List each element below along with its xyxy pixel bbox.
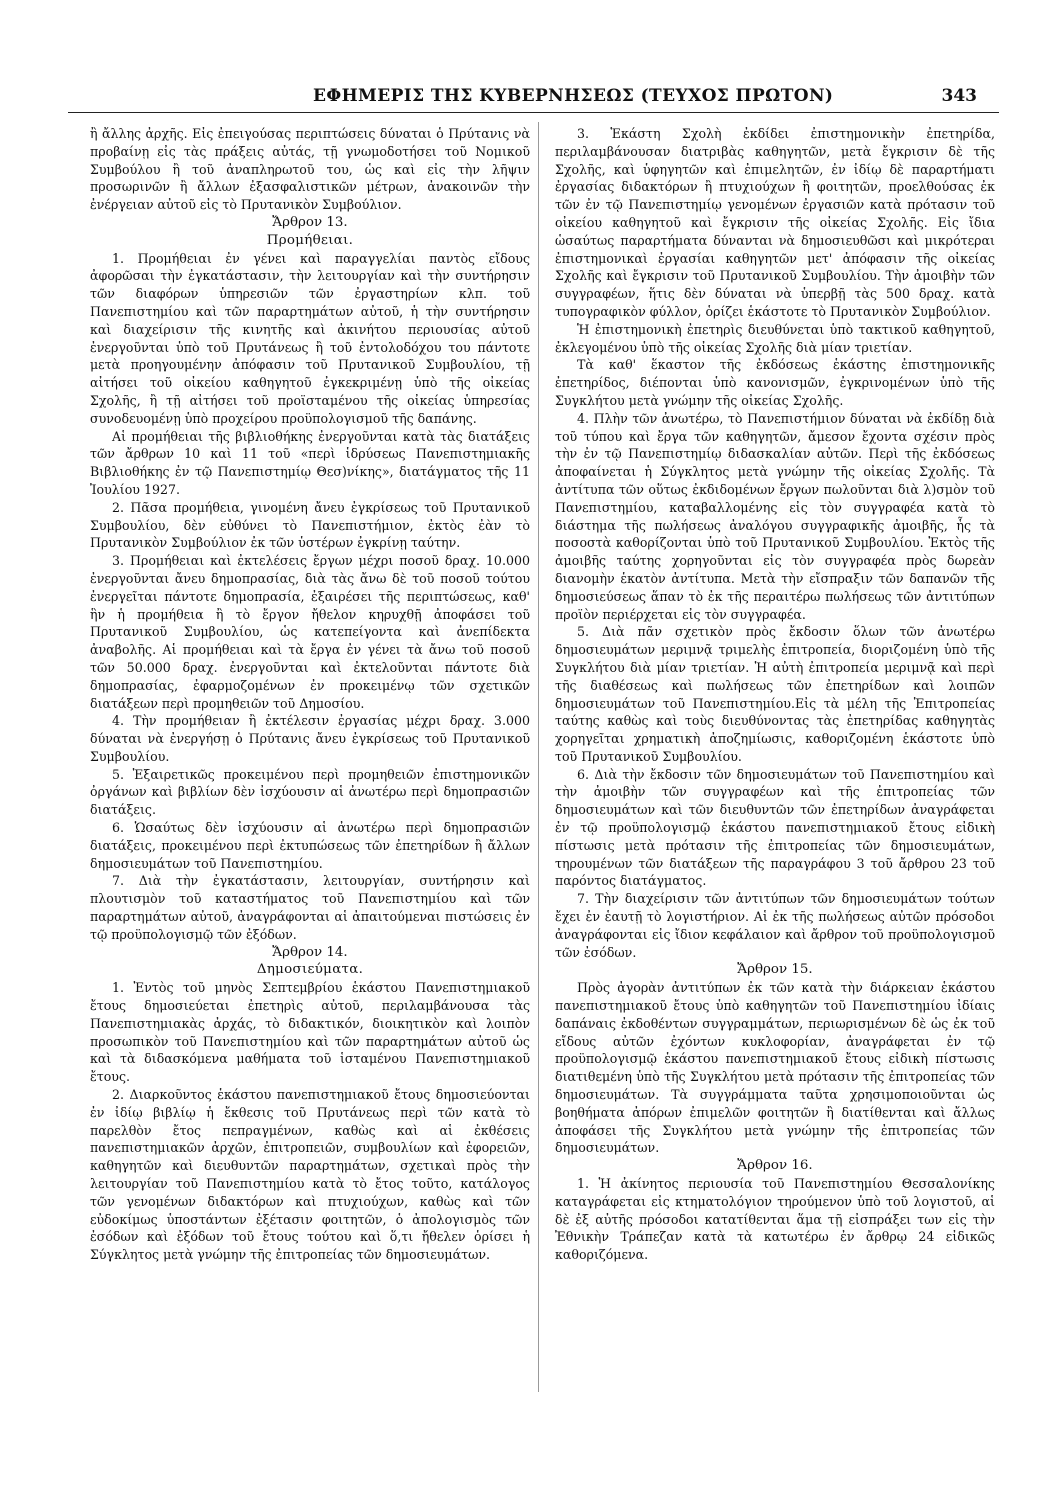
- article-heading: Ἄρθρον 16.: [737, 1158, 813, 1174]
- page-header: [68, 86, 999, 113]
- left-column: [90, 125, 530, 1264]
- article-title: Δημοσιεύματα.: [256, 962, 364, 978]
- column-divider: [538, 122, 539, 1392]
- article-heading: Ἄρθρον 13.: [272, 214, 348, 230]
- paragraph: 3. Ἑκάστη Σχολὴ ἐκδίδει ἐπιστημονικὴν ἐπετηρίδα, περιλαμβάνουσαν διατριβὰς καθηγητῶν, μετὰ ἔγκρισιν δὲ τῆς Σχολῆς, καὶ ὑφηγητῶν καὶ ἐπιμελητῶν, ἐν ἰδίῳ δὲ παραρτήματι ἐργασίας διδακτόρων ἢ πτυχιούχων ἢ φοιτητῶν, προελθούσας ἐκ τῶν ἐν τῷ Πανεπιστημίῳ γενομένων ἐργασιῶν κατὰ πρότασιν τοῦ οἰκείου καθηγητοῦ καὶ ἔγκρισιν τῆς οἰκείας Σχολῆς. Εἰς ἴδια ὡσαύτως παραρτήματα δύνανται νὰ δημοσιευθῶσι καὶ μικρότεραι ἐπιστημονικαὶ ἐργασίαι καθηγητῶν μετ' ἀπόφασιν τῆς οἰκείας Σχολῆς καὶ ἔγκρισιν τοῦ Πρυτανικοῦ Συμβουλίου. Τὴν ἀμοιβὴν τῶν συγγραφέων, ἥτις δὲν δύναται νὰ ὑπερβῇ τὰς 500 δραχ. κατὰ τυπογραφικὸν φύλλον, ὁρίζει ἑκάστοτε τὸ Πρυτανικὸν Συμβούλιον.: [555, 126, 995, 319]
- paragraph: 7. Τὴν διαχείρισιν τῶν ἀντιτύπων τῶν δημοσιευμάτων τούτων ἔχει ἐν ἑαυτῇ τὸ λογιστήριον. Αἱ ἐκ τῆς πωλήσεως αὐτῶν πρόσοδοι ἀναγράφονται εἰς ἴδιον κεφάλαιον καὶ ἄρθρον τοῦ προϋπολογισμοῦ τῶν ἐσόδων.: [555, 891, 995, 960]
- header-title: ΕΦΗΜΕΡΙΣ ΤΗΣ ΚΥΒΕΡΝΗΣΕΩΣ (ΤΕΥΧΟΣ ΠΡΩΤΟΝ): [313, 86, 834, 106]
- paragraph: 1. Προμήθειαι ἐν γένει καὶ παραγγελίαι παντὸς εἴδους ἀφορῶσαι τὴν ἐγκατάστασιν, τὴν λειτουργίαν καὶ τὴν συντήρησιν τῶν διαφόρων ὑπηρεσιῶν τῶν ἐργαστηρίων κλπ. τοῦ Πανεπιστημίου καὶ τῶν παραρτημάτων αὐτοῦ, ἡ τὴν συντήρησιν καὶ διαχείρισιν τῆς κινητῆς καὶ ἀκινήτου περιουσίας αὐτοῦ ἐνεργοῦνται ὑπὸ τοῦ Πρυτάνεως ἢ τοῦ ἐντολοδόχου του πάντοτε μετὰ προηγουμένην ἀπόφασιν τοῦ Πρυτανικοῦ Συμβουλίου, τῇ αἰτήσει τοῦ οἰκείου καθηγητοῦ ἐγκεκριμένῃ ὑπὸ τῆς οἰκείας Σχολῆς, ἢ τῇ αἰτήσει τοῦ προϊσταμένου τῆς οἰκείας ὑπηρεσίας συνοδευομένῃ ὑπὸ προχείρου προϋπολογισμοῦ τῆς δαπάνης.: [90, 250, 530, 426]
- paragraph: 6. Ὡσαύτως δὲν ἰσχύουσιν αἱ ἀνωτέρω περὶ δημοπρασιῶν διατάξεις, προκειμένου περὶ ἐκτυπώσεως τῶν ἐπετηρίδων ἢ ἄλλων δημοσιευμάτων τοῦ Πανεπιστημίου.: [90, 820, 530, 871]
- paragraph: 5. Διὰ πᾶν σχετικὸν πρὸς ἔκδοσιν ὅλων τῶν ἀνωτέρω δημοσιευμάτων μεριμνᾷ τριμελὴς ἐπιτροπεία, διοριζομένη ὑπὸ τῆς Συγκλήτου διὰ μίαν τριετίαν. Ἡ αὐτὴ ἐπιτροπεία μεριμνᾷ καὶ περὶ τῆς διαθέσεως καὶ πωλήσεως τῶν ἐπετηρίδων καὶ λοιπῶν δημοσιευμάτων τοῦ Πανεπιστημίου.Εἰς τὰ μέλη τῆς Ἐπιτροπείας ταύτης καθὼς καὶ τοὺς διευθύνοντας τὰς ἐπετηρίδας καθηγητὰς χορηγεῖται χρηματικὴ ἀποζημίωσις, καθοριζομένη ἑκάστοτε ὑπὸ τοῦ Πρυτανικοῦ Συμβουλίου.: [555, 624, 995, 764]
- paragraph: 6. Διὰ τὴν ἔκδοσιν τῶν δημοσιευμάτων τοῦ Πανεπιστημίου καὶ τὴν ἀμοιβὴν τῶν συγγραφέων καὶ τῆς ἐπιτροπείας τῶν δημοσιευμάτων καὶ τῶν διευθυντῶν τῶν ἐπετηρίδων ἀναγράφεται ἐν τῷ προϋπολογισμῷ ἑκάστου πανεπιστημιακοῦ ἔτους εἰδικὴ πίστωσις μετὰ πρότασιν τῆς ἐπιτροπείας τῶν δημοσιευμάτων, τηρουμένων τῶν διατάξεων τῆς παραγράφου 3 τοῦ ἄρθρου 23 τοῦ παρόντος διατάγματος.: [555, 766, 995, 889]
- paragraph: 5. Ἐξαιρετικῶς προκειμένου περὶ προμηθειῶν ἐπιστημονικῶν ὀργάνων καὶ βιβλίων δὲν ἰσχύουσιν αἱ ἀνωτέρω περὶ δημοπρασιῶν διατάξεις.: [90, 766, 530, 818]
- paragraph: 7. Διὰ τὴν ἐγκατάστασιν, λειτουργίαν, συντήρησιν καὶ πλουτισμὸν τοῦ καταστήματος τοῦ Πανεπιστημίου καὶ τῶν παραρτημάτων αὐτοῦ, ἀναγράφονται αἱ ἀπαιτούμεναι πιστώσεις ἐν τῷ προϋπολογισμῷ τῶν ἐξόδων.: [90, 873, 530, 942]
- paragraph: 3. Προμήθειαι καὶ ἐκτελέσεις ἔργων μέχρι ποσοῦ δραχ. 10.000 ἐνεργοῦνται ἄνευ δημοπρασίας, διὰ τὰς ἄνω δὲ τοῦ ποσοῦ τούτου ἐνεργεῖται πάντοτε δημοπρασία, ἐξαιρέσει τῆς περιπτώσεως, καθ' ἣν ἡ προμήθεια ἢ τὸ ἔργον ἤθελον κηρυχθῇ ἀποφάσει τοῦ Πρυτανικοῦ Συμβουλίου, ὡς κατεπείγοντα καὶ ἀνεπίδεκτα ἀναβολῆς. Αἱ προμήθειαι καὶ τὰ ἔργα ἐν γένει τὰ ἄνω τοῦ ποσοῦ τῶν 50.000 δραχ. ἐνεργοῦνται καὶ ἐκτελοῦνται πάντοτε διὰ δημοπρασίας, ἐφαρμοζομένων ἐν προκειμένῳ τῶν σχετικῶν διατάξεων περὶ προμηθειῶν τοῦ Δημοσίου.: [90, 553, 530, 711]
- paragraph: 2. Διαρκοῦντος ἑκάστου πανεπιστημιακοῦ ἔτους δημοσιεύονται ἐν ἰδίῳ βιβλίῳ ἡ ἔκθεσις τοῦ Πρυτάνεως περὶ τῶν κατὰ τὸ παρελθὸν ἔτος πεπραγμένων, καθὼς καὶ αἱ ἐκθέσεις πανεπιστημιακῶν ἀρχῶν, ἐπιτροπειῶν, συμβουλίων καὶ ἐφορειῶν, καθηγητῶν καὶ διευθυντῶν παραρτημάτων, σχετικαὶ πρὸς τὴν λειτουργίαν τοῦ Πανεπιστημίου κατὰ τὸ ἔτος τοῦτο, κατάλογος τῶν γενομένων διδακτόρων καὶ πτυχιούχων, καθὼς καὶ τῶν εὐδοκίμως ὑποστάντων ἐξέτασιν φοιτητῶν, ὁ ἀπολογισμὸς τῶν ἐσόδων καὶ ἐξόδων τοῦ ἔτους τούτου καὶ ὅ,τι ἤθελεν ὁρίσει ἡ Σύγκλητος μετὰ γνώμην τῆς ἐπιτροπείας τῶν δημοσιευμάτων.: [90, 1087, 530, 1263]
- paragraph: 4. Τὴν προμήθειαν ἢ ἐκτέλεσιν ἐργασίας μέχρι δραχ. 3.000 δύναται νὰ ἐνεργήσῃ ὁ Πρύτανις ἄνευ ἐγκρίσεως τοῦ Πρυτανικοῦ Συμβουλίου.: [90, 713, 530, 764]
- paragraph: ἢ ἄλλης ἀρχῆς. Εἰς ἐπειγούσας περιπτώσεις δύναται ὁ Πρύτανις νὰ προβαίνῃ εἰς τὰς πράξεις αὐτάς, τῇ γνωμοδοτήσει τοῦ Νομικοῦ Συμβούλου ἢ τοῦ ἀναπληρωτοῦ του, ὡς καὶ εἰς τὴν λῆψιν προσωρινῶν ἢ ἄλλων ἐξασφαλιστικῶν μέτρων, ἀνακοινῶν τὴν ἐνέργειαν αὐτοῦ εἰς τὸ Πρυτανικὸν Συμβούλιον.: [90, 126, 530, 213]
- paragraph: Τὰ καθ' ἕκαστον τῆς ἐκδόσεως ἑκάστης ἐπιστημονικῆς ἐπετηρίδος, διέπονται ὑπὸ κανονισμῶν, ἐγκρινομένων ὑπὸ τῆς Συγκλήτου μετὰ γνώμην τῆς οἰκείας Σχολῆς.: [555, 357, 995, 408]
- paragraph: Πρὸς ἀγορὰν ἀντιτύπων ἐκ τῶν κατὰ τὴν διάρκειαν ἑκάστου πανεπιστημιακοῦ ἔτους ὑπὸ καθηγητῶν τοῦ Πανεπιστημίου ἰδίαις δαπάναις ἐκδοθέντων συγγραμμάτων, περιωρισμένων δὲ ὡς ἐκ τοῦ εἴδους αὐτῶν ἐχόντων κυκλοφορίαν, ἀναγράφεται ἐν τῷ προϋπολογισμῷ ἑκάστου πανεπιστημιακοῦ ἔτους εἰδικὴ πίστωσις διατιθεμένη ὑπὸ τῆς Συγκλήτου μετὰ πρότασιν τῆς ἐπιτροπείας τῶν δημοσιευμάτων. Τὰ συγγράμματα ταῦτα χρησιμοποιοῦνται ὡς βοηθήματα ἀπόρων ἐπιμελῶν φοιτητῶν ἢ διατίθενται καὶ ἄλλως ἀποφάσει τῆς Συγκλήτου μετὰ γνώμην τῆς ἐπιτροπείας τῶν δημοσιευμάτων.: [555, 980, 995, 1156]
- paragraph: 1. Ἐντὸς τοῦ μηνὸς Σεπτεμβρίου ἑκάστου Πανεπιστημιακοῦ ἔτους δημοσιεύεται ἐπετηρὶς αὐτοῦ, περιλαμβάνουσα τὰς Πανεπιστημιακὰς ἀρχάς, τὸ διδακτικόν, διοικητικὸν καὶ λοιπὸν προσωπικὸν τοῦ Πανεπιστημίου καὶ τῶν παραρτημάτων αὐτοῦ ὡς καὶ τὰ διδασκόμενα μαθήματα τοῦ ἱσταμένου Πανεπιστημιακοῦ ἔτους.: [90, 980, 530, 1085]
- paragraph: 4. Πλὴν τῶν ἀνωτέρω, τὸ Πανεπιστήμιον δύναται νὰ ἐκδίδῃ διὰ τοῦ τύπου καὶ ἔργα τῶν καθηγητῶν, ἄμεσον ἔχοντα σχέσιν πρὸς τὴν ἐν τῷ Πανεπιστημίῳ διδασκαλίαν αὐτῶν. Περὶ τῆς ἐκδόσεως ἀποφαίνεται ἡ Σύγκλητος μετὰ γνώμην τῆς οἰκείας Σχολῆς. Τὰ ἀντίτυπα τῶν οὕτως ἐκδιδομένων ἔργων πωλοῦνται διὰ λ)σμὸν τοῦ Πανεπιστημίου, καταβαλλομένης εἰς τὸν συγγραφέα κατὰ τὸ διάστημα τῆς πωλήσεως ἀναλόγου συγγραφικῆς ἀμοιβῆς, ἧς τὰ ποσοστὰ καθορίζονται ὑπὸ τοῦ Πρυτανικοῦ Συμβουλίου. Ἐκτὸς τῆς ἀμοιβῆς ταύτης χορηγοῦνται εἰς τὸν συγγραφέα πρὸς δωρεὰν διανομὴν ἑκατὸν ἀντίτυπα. Μετὰ τὴν εἴσπραξιν τῶν δαπανῶν τῆς δημοσιεύσεως ἅπαν τὸ ἐκ τῆς περαιτέρω πωλήσεως τῶν ἀντιτύπων προϊὸν περιέρχεται εἰς τὸν συγγραφέα.: [555, 410, 995, 622]
- paragraph: Ἡ ἐπιστημονικὴ ἐπετηρὶς διευθύνεται ὑπὸ τακτικοῦ καθηγητοῦ, ἐκλεγομένου ὑπὸ τῆς οἰκείας Σχολῆς διὰ μίαν τριετίαν.: [555, 321, 995, 355]
- article-title: Προμήθειαι.: [266, 232, 354, 248]
- article-heading: Ἄρθρον 15.: [737, 962, 813, 978]
- right-column: [555, 125, 995, 1264]
- paragraph: 1. Ἡ ἀκίνητος περιουσία τοῦ Πανεπιστημίου Θεσσαλονίκης καταγράφεται εἰς κτηματολόγιον τηρούμενον ὑπὸ τοῦ λογιστοῦ, αἱ δὲ ἐξ αὐτῆς πρόσοδοι κατατίθενται ἅμα τῇ εἰσπράξει των εἰς τὴν Ἐθνικὴν Τράπεζαν κατὰ τὰ κατωτέρω ἐν ἄρθρῳ 24 εἰδικῶς καθοριζόμενα.: [555, 1176, 995, 1263]
- paragraph: 2. Πᾶσα προμήθεια, γινομένη ἄνευ ἐγκρίσεως τοῦ Πρυτανικοῦ Συμβουλίου, δὲν εὐθύνει τὸ Πανεπιστήμιον, ἐκτὸς ἐὰν τὸ Πρυτανικὸν Συμβούλιον ἐκ τῶν ὑστέρων ἐγκρίνῃ ταύτην.: [90, 499, 530, 551]
- paragraph: Αἱ προμήθειαι τῆς βιβλιοθήκης ἐνεργοῦνται κατὰ τὰς διατάξεις τῶν ἄρθρων 10 καὶ 11 τοῦ «περὶ ἱδρύσεως Πανεπιστημιακῆς Βιβλιοθήκης ἐν τῷ Πανεπιστημίῳ Θεσ)νίκης», διατάγματος τῆς 11 Ἰουλίου 1927.: [90, 428, 530, 497]
- page-number: 343: [941, 86, 977, 106]
- article-heading: Ἄρθρον 14.: [272, 944, 348, 960]
